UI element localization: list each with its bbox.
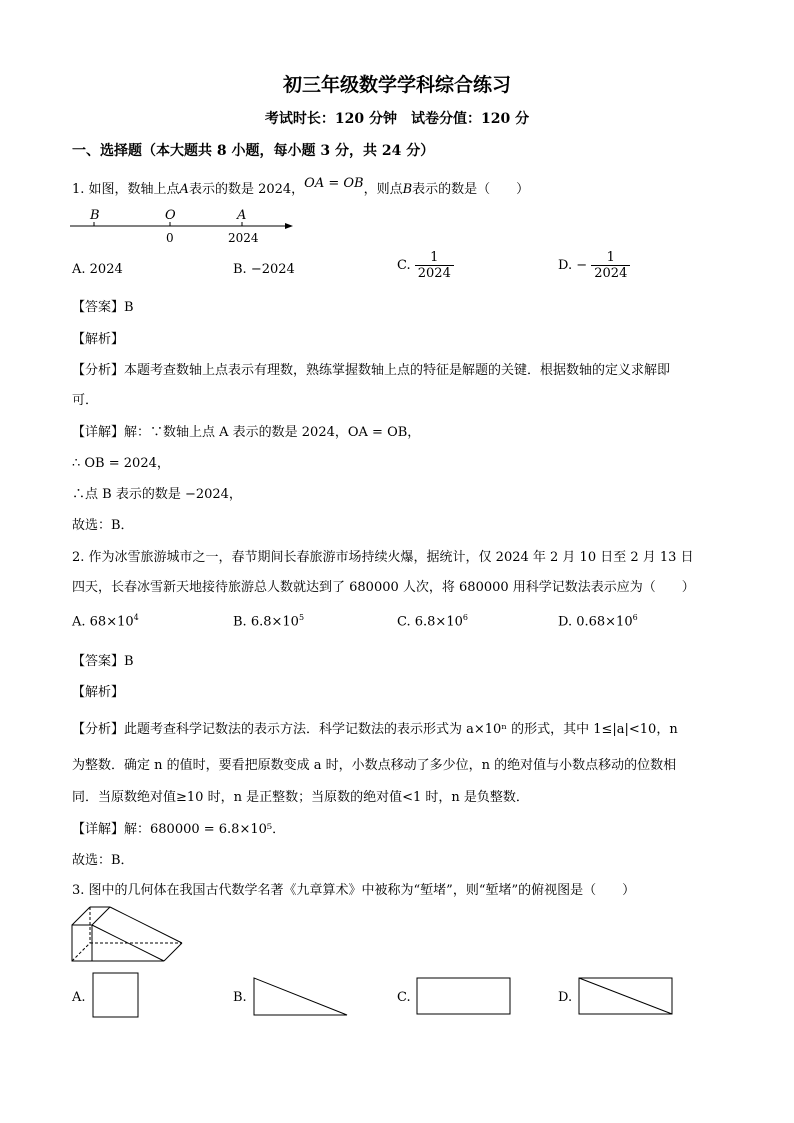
label-zero: 0 xyxy=(166,231,174,245)
q1-analysis-heading: 【解析】 xyxy=(72,332,125,347)
q3-option-d-rectangle-diagonal xyxy=(578,977,674,1017)
q3-option-c-rectangle xyxy=(416,977,512,1017)
q1-step1: ∴ OB = 2024， xyxy=(72,456,170,471)
q3-option-b-triangle xyxy=(253,977,349,1017)
q3-option-c-label: C. xyxy=(397,990,411,1005)
q2-analysis-heading: 【解析】 xyxy=(72,685,125,700)
arrow-right-icon xyxy=(285,223,293,229)
q1-detail: 【详解】解：∵数轴上点 A 表示的数是 2024，OA = OB， xyxy=(72,425,421,440)
label-b: B xyxy=(90,208,100,223)
label-a: A xyxy=(237,208,247,223)
page-title: 初三年级数学学科综合练习 xyxy=(282,74,511,96)
q2-option-c: C. $6.8\times 10^6$ xyxy=(397,613,468,630)
q3-option-d-label: D. xyxy=(558,990,573,1005)
q2-fenxi-line1: 【分析】此题考查科学记数法的表示方法．科学记数法的表示形式为 a×10ⁿ 的形式，其中 1≤|a|<10，n xyxy=(72,722,678,737)
q2-detail: 【详解】解：680000 = 6.8×10⁵． xyxy=(72,822,286,837)
q1-option-b: B. −2024 xyxy=(233,262,295,277)
qiandu-solid-figure xyxy=(70,905,190,965)
q1-option-c: C. $\frac{1}{2024}$ xyxy=(397,250,454,281)
q2-fenxi-line2: 为整数．确定 n 的值时，要看把原数变成 a 时，小数点移动了多少位，n 的绝对值与小数点移动的位数相 xyxy=(72,758,677,773)
q2-answer: 【答案】B xyxy=(72,654,134,669)
q3-option-a-label: A. xyxy=(72,990,86,1005)
label-o: O xyxy=(165,208,176,223)
number-line-figure xyxy=(70,205,300,245)
q1-fenxi-line1: 【分析】本题考查数轴上点表示有理数，熟练掌握数轴上点的特征是解题的关键．根据数轴的定义求解即 xyxy=(72,363,671,378)
q2-stem-line2: 四天，长春冰雪新天地接待旅游总人数就达到了 680000 人次，将 680000 用科学记数法表示应为（ ） xyxy=(72,580,695,595)
q1-step2: ∴点 B 表示的数是 −2024， xyxy=(72,487,242,502)
q2-fenxi-line3: 同．当原数绝对值≥10 时，n 是正整数；当原数的绝对值<1 时，n 是负整数． xyxy=(72,790,529,805)
q3-option-b-label: B. xyxy=(233,990,247,1005)
exam-info: 考试时长：120 分钟 试卷分值：120 分 xyxy=(264,111,530,127)
q1-option-a: A. 2024 xyxy=(72,262,123,277)
q3-option-a-square xyxy=(92,972,140,1018)
q1-answer: 【答案】B xyxy=(72,300,134,315)
q2-choice: 故选：B． xyxy=(72,853,134,868)
q1-option-d: D. − $\frac{1}{2024}$ xyxy=(558,250,630,281)
q2-option-d: D. $0.68\times 10^6$ xyxy=(558,613,638,630)
q2-option-b: B. $6.8\times 10^5$ xyxy=(233,613,305,630)
q1-choice: 故选：B． xyxy=(72,518,134,533)
label-2024: 2024 xyxy=(228,231,259,245)
section-heading: 一、选择题（本大题共 8 小题，每小题 3 分，共 24 分） xyxy=(72,143,435,159)
q2-stem-line1: 2. 作为冰雪旅游城市之一，春节期间长春旅游市场持续火爆，据统计，仅 2024 年 2 月 10 日至 2 月 13 日 xyxy=(72,550,694,565)
q3-stem: 3. 图中的几何体在我国古代数学名著《九章算术》中被称为“堑堵”，则“堑堵”的俯视图是（ ） xyxy=(72,883,636,898)
q1-fenxi-line2: 可． xyxy=(72,393,99,408)
q1-stem: 1. 如图，数轴上点A表示的数是 2024，OA = OB，则点B表示的数是（ ） xyxy=(72,176,530,197)
q2-option-a: A. $68\times 10^4$ xyxy=(72,613,139,630)
